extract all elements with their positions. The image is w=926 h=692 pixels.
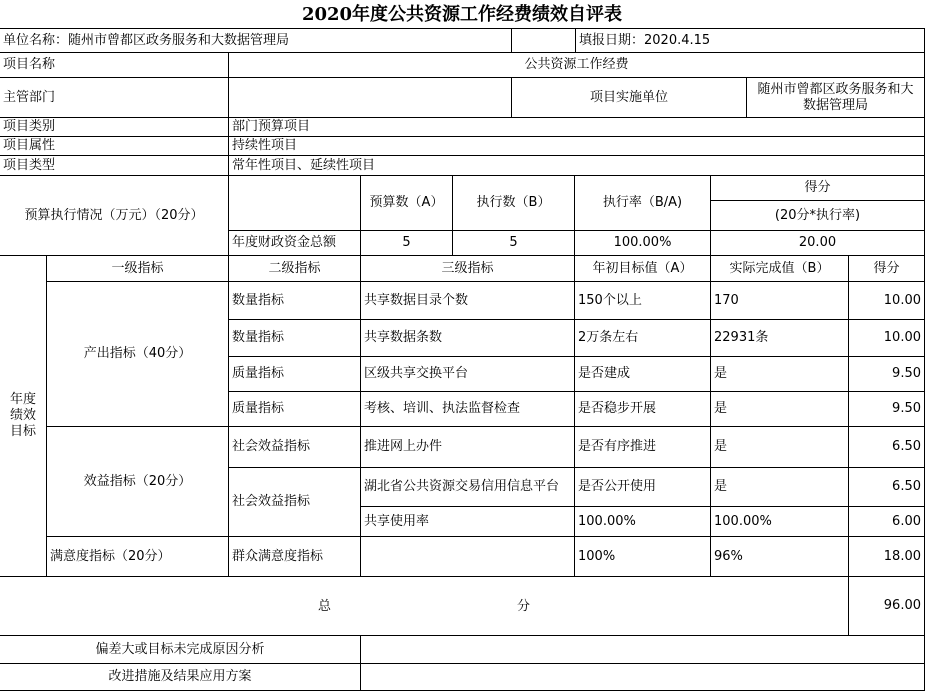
row-level2: 质量指标: [228, 356, 361, 392]
row-actual: 是: [710, 467, 849, 507]
budget-col-a: 预算数（A）: [360, 175, 453, 231]
rate-value: 100.00%: [574, 230, 711, 256]
row-score: 6.50: [848, 426, 925, 468]
header-spacer: [511, 28, 576, 53]
dept-label: 主管部门: [0, 77, 229, 118]
improve-value: [360, 663, 925, 691]
row-level3: 湖北省公共资源交易信用信息平台: [360, 467, 575, 507]
budget-col-b: 执行数（B）: [452, 175, 575, 231]
row-actual: 是: [710, 391, 849, 427]
impl-unit-value: 随州市曾都区政务服务和大数据管理局: [746, 77, 925, 118]
row-actual: 170: [710, 281, 849, 320]
row-level2: 质量指标: [228, 391, 361, 427]
row-level2: 数量指标: [228, 281, 361, 320]
type-label: 项目类型: [0, 155, 229, 176]
type-value: 常年性项目、延续性项目: [228, 155, 925, 176]
row-level3: 共享数据目录个数: [360, 281, 575, 320]
total-label-cell: [0, 576, 849, 636]
row-target: 是否建成: [574, 356, 711, 392]
project-name-value: 公共资源工作经费: [228, 52, 925, 78]
perf-header-score: 得分: [848, 255, 925, 282]
total-label-left: 总: [318, 599, 332, 614]
row-score: 6.00: [848, 506, 925, 537]
row-level3: 推进网上办件: [360, 426, 575, 468]
row-actual: 96%: [710, 536, 849, 577]
row-level3: [360, 536, 575, 577]
page-title: 2020年度公共资源工作经费绩效自评表: [301, 4, 623, 25]
total-label-right: 分: [517, 599, 531, 614]
perf-header-level3: 三级指标: [360, 255, 575, 282]
row-target: 是否稳步开展: [574, 391, 711, 427]
row-level3: 区级共享交换平台: [360, 356, 575, 392]
deviation-label: 偏差大或目标未完成原因分析: [0, 635, 361, 664]
row-target: 100%: [574, 536, 711, 577]
row-actual: 是: [710, 356, 849, 392]
row-score: 10.00: [848, 319, 925, 357]
budget-score-value: 20.00: [710, 230, 925, 256]
benefit-indicator: 效益指标（20分）: [46, 426, 229, 537]
row-target: 100.00%: [574, 506, 711, 537]
budget-col-rate: 执行率（B/A): [574, 175, 711, 231]
attribute-value: 持续性项目: [228, 136, 925, 156]
improve-label: 改进措施及结果应用方案: [0, 663, 361, 691]
row-target: 是否公开使用: [574, 467, 711, 507]
exec-value: 5: [452, 230, 575, 256]
budget-value: 5: [360, 230, 453, 256]
row-score: 18.00: [848, 536, 925, 577]
row-score: 10.00: [848, 281, 925, 320]
row-level3: 共享使用率: [360, 506, 575, 537]
satisfaction-indicator: 满意度指标（20分）: [46, 536, 229, 577]
budget-col-score: 得分: [710, 175, 925, 201]
row-score: 6.50: [848, 467, 925, 507]
row-score: 9.50: [848, 391, 925, 427]
unit-name: 单位名称：随州市曾都区政务服务和大数据管理局: [0, 28, 512, 53]
output-indicator: 产出指标（40分）: [46, 281, 229, 427]
row-level2: 社会效益指标: [228, 467, 361, 537]
report-date: 填报日期：2020.4.15: [575, 28, 925, 53]
perf-header-level1: 一级指标: [46, 255, 229, 282]
row-level2: 数量指标: [228, 319, 361, 357]
row-level3: 共享数据条数: [360, 319, 575, 357]
row-target: 150个以上: [574, 281, 711, 320]
row-level2: 群众满意度指标: [228, 536, 361, 577]
attribute-label: 项目属性: [0, 136, 229, 156]
perf-header-actual: 实际完成值（B）: [710, 255, 849, 282]
dept-value: [228, 77, 512, 118]
project-name-label: 项目名称: [0, 52, 229, 78]
row-actual: 是: [710, 426, 849, 468]
row-actual: 100.00%: [710, 506, 849, 537]
row-actual: 22931条: [710, 319, 849, 357]
budget-row-label: 年度财政资金总额: [228, 230, 361, 256]
perf-header-target: 年初目标值（A）: [574, 255, 711, 282]
impl-unit-label: 项目实施单位: [511, 77, 747, 118]
category-value: 部门预算项目: [228, 117, 925, 137]
row-target: 2万条左右: [574, 319, 711, 357]
category-label: 项目类别: [0, 117, 229, 137]
total-score: 96.00: [848, 576, 925, 636]
row-score: 9.50: [848, 356, 925, 392]
perf-side-label: 年度绩效目标: [0, 255, 47, 577]
row-level2: 社会效益指标: [228, 426, 361, 468]
budget-score-formula: (20分*执行率): [710, 200, 925, 231]
budget-label: 预算执行情况（万元）（20分）: [0, 175, 229, 256]
perf-header-level2: 二级指标: [228, 255, 361, 282]
row-level3: 考核、培训、执法监督检查: [360, 391, 575, 427]
budget-blank: [228, 175, 361, 231]
deviation-value: [360, 635, 925, 664]
row-target: 是否有序推进: [574, 426, 711, 468]
